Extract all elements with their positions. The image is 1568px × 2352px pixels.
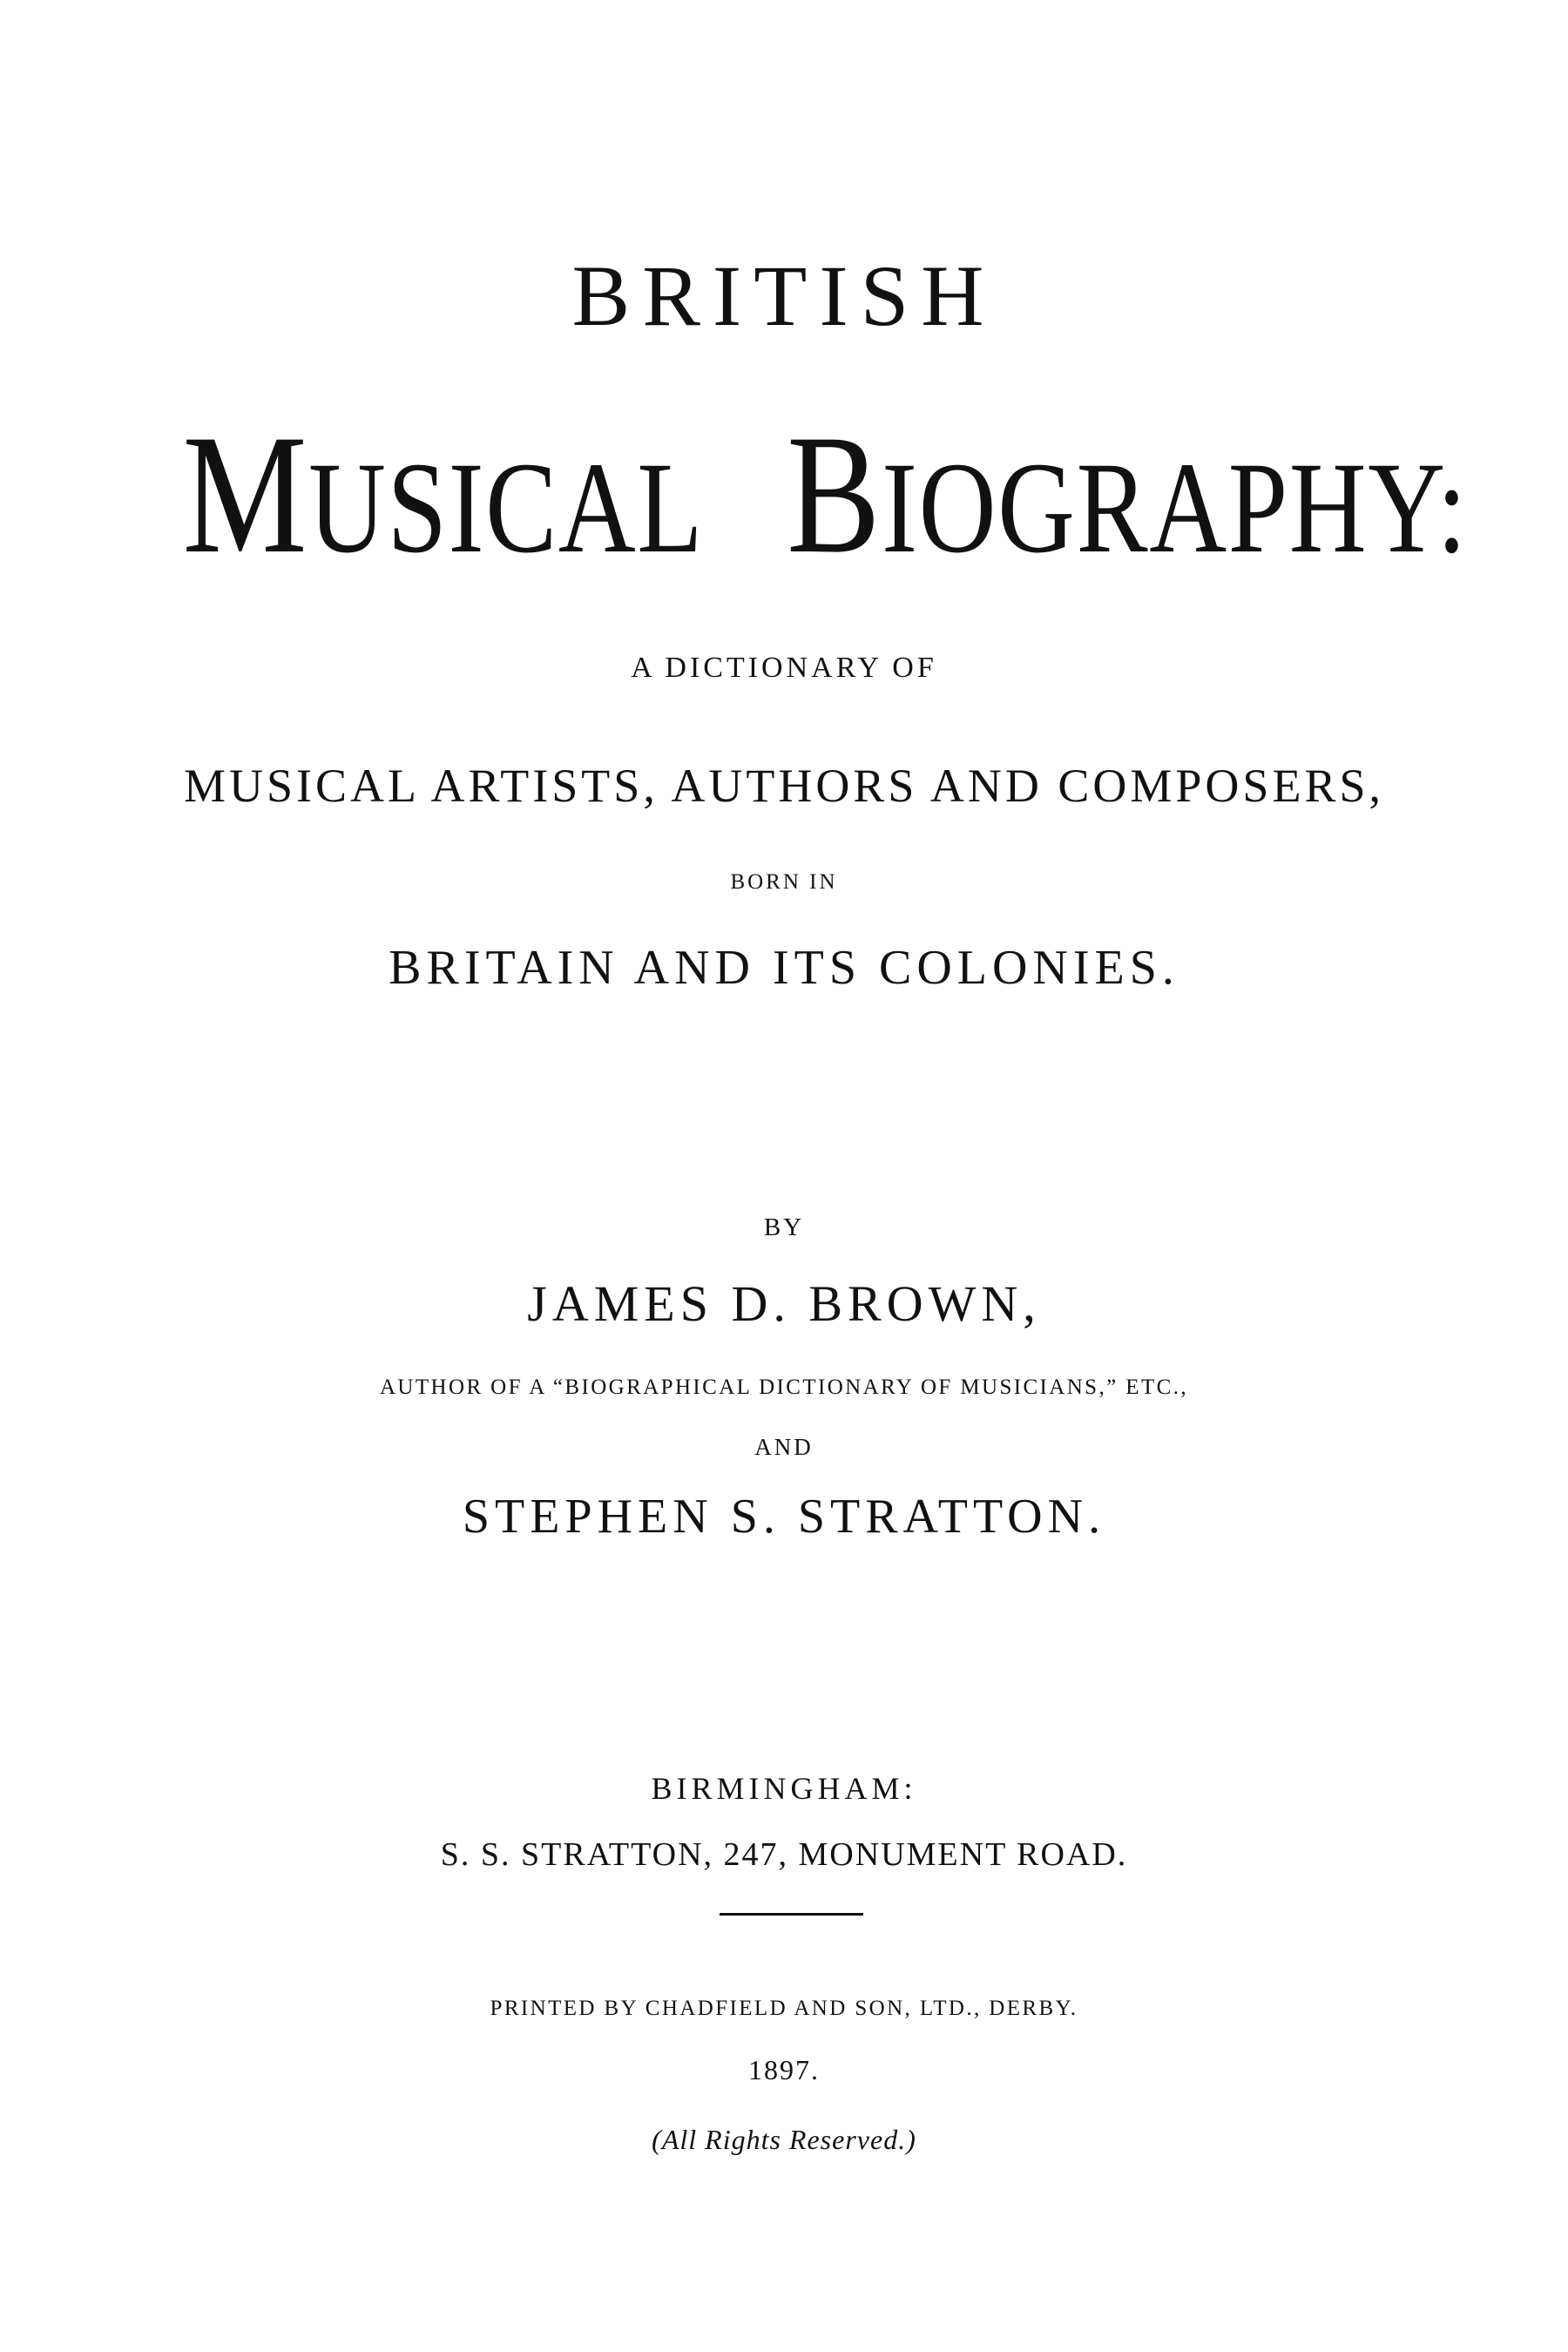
main-title-initial-b: B: [787, 400, 882, 589]
main-title-word-biography: [787, 400, 1469, 589]
author-name-stratton: STEPHEN S. STRATTON.: [462, 1490, 1106, 1544]
subtitle-born-in: BORN IN: [730, 870, 838, 894]
main-title-rest-musical: USICAL: [308, 436, 705, 580]
subtitle-dictionary-of: A DICTIONARY OF: [631, 652, 937, 684]
byline-and: AND: [754, 1434, 814, 1460]
author-name-brown: JAMES D. BROWN,: [527, 1275, 1041, 1332]
imprint-place: BIRMINGHAM:: [651, 1771, 917, 1806]
main-title-rest-biography: IOGRAPHY:: [882, 436, 1469, 580]
main-title-initial-m: M: [182, 400, 309, 589]
byline-by: BY: [763, 1213, 805, 1241]
author-credentials: AUTHOR OF A “BIOGRAPHICAL DICTIONARY OF MUSICIANS,” ETC.,: [379, 1375, 1189, 1399]
imprint-divider-rule: [720, 1913, 863, 1916]
imprint-printer: PRINTED BY CHADFIELD AND SON, LTD., DERBY.: [490, 1997, 1078, 2020]
main-title: [141, 400, 1469, 589]
title-line-british: BRITISH: [571, 247, 997, 344]
subtitle-musical-artists: MUSICAL ARTISTS, AUTHORS AND COMPOSERS,: [183, 760, 1384, 812]
imprint-publisher: S. S. STRATTON, 247, MONUMENT ROAD.: [440, 1836, 1128, 1873]
subtitle-britain-colonies: BRITAIN AND ITS COLONIES.: [389, 941, 1179, 995]
rights-notice: (All Rights Reserved.): [652, 2124, 916, 2155]
main-title-word-musical: [182, 400, 705, 589]
imprint-year: 1897.: [748, 2054, 820, 2085]
